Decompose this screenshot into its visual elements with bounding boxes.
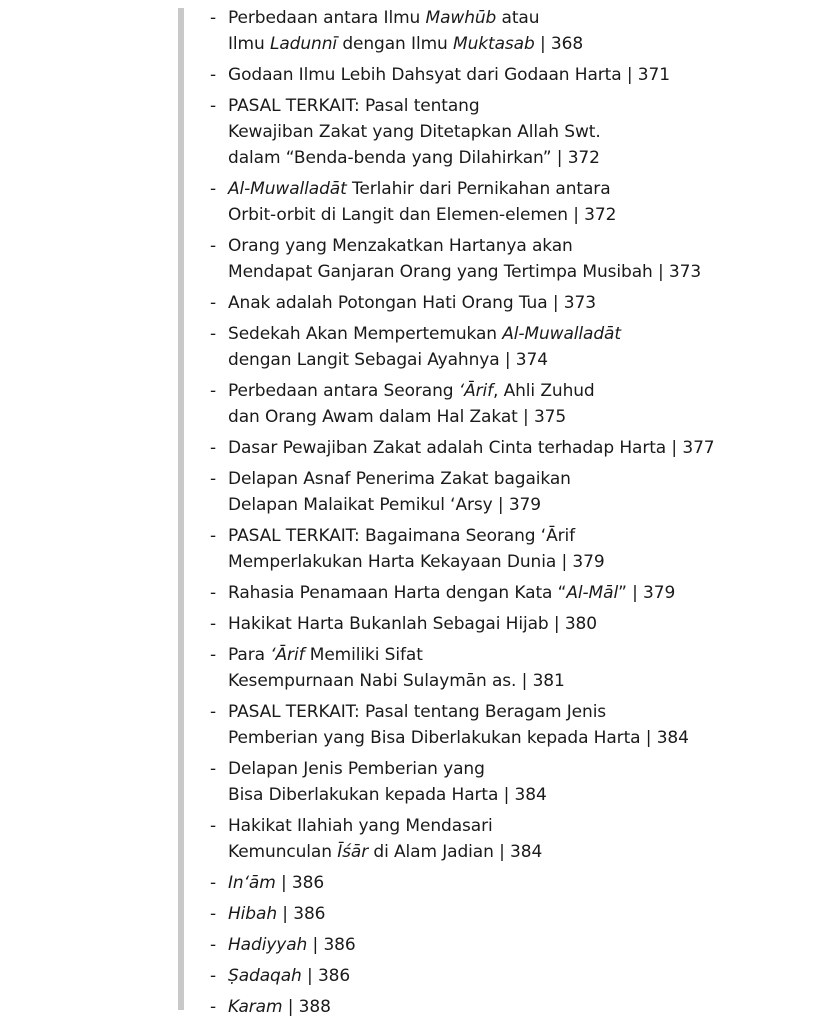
- toc-text-segment: Hakikat Ilahiah yang Mendasari: [228, 816, 493, 836]
- toc-dash: -: [210, 8, 217, 28]
- toc-dash: -: [210, 236, 217, 256]
- toc-entry: [210, 963, 810, 989]
- toc-text-segment: | 386: [277, 904, 326, 924]
- toc-dash: -: [210, 324, 217, 344]
- toc-entry-text: [228, 290, 810, 316]
- toc-text-segment: di Alam Jadian | 384: [368, 842, 543, 862]
- toc-entry-line: [228, 492, 810, 518]
- toc-entry-text: [228, 963, 810, 989]
- toc-text-segment: Kemunculan: [228, 842, 338, 862]
- toc-entry-text: [228, 901, 810, 927]
- toc-entry-line: [228, 901, 810, 927]
- toc-entry-line: [228, 466, 810, 492]
- toc-text-segment: Hakikat Harta Bukanlah Sebagai Hijab | 380: [228, 614, 597, 634]
- toc-italic-term: Ladunnī: [269, 34, 338, 54]
- toc-dash: -: [210, 904, 217, 924]
- toc-text-segment: Para: [228, 645, 271, 665]
- toc-italic-term: Hibah: [228, 904, 277, 924]
- toc-text-segment: Dasar Pewajiban Zakat adalah Cinta terhadap Harta | 377: [228, 438, 715, 458]
- toc-entry-line: [228, 176, 810, 202]
- toc-entry-line: [228, 404, 810, 430]
- toc-text-segment: Perbedaan antara Ilmu: [228, 8, 426, 28]
- toc-dash: -: [210, 96, 217, 116]
- toc-entry-text: [228, 93, 810, 171]
- toc-entry: [210, 378, 810, 430]
- toc-entry-line: [228, 699, 810, 725]
- toc-entry-text: [228, 5, 810, 57]
- toc-entry-line: [228, 93, 810, 119]
- toc-entry-line: [228, 259, 810, 285]
- toc-entry: [210, 93, 810, 171]
- toc-entry-line: [228, 870, 810, 896]
- toc-dash: -: [210, 583, 217, 603]
- toc-dash: -: [210, 645, 217, 665]
- toc-dash: -: [210, 966, 217, 986]
- toc-entry-text: [228, 321, 810, 373]
- toc-entry-line: [228, 549, 810, 575]
- toc-dash: -: [210, 469, 217, 489]
- toc-entry-line: [228, 580, 810, 606]
- toc-text-segment: dan Orang Awam dalam Hal Zakat | 375: [228, 407, 567, 427]
- toc-entry: [210, 5, 810, 57]
- toc-entry-line: [228, 290, 810, 316]
- toc-entry-line: [228, 119, 810, 145]
- toc-entry: [210, 62, 810, 88]
- toc-entry: [210, 870, 810, 896]
- toc-italic-term: Ṣadaqah: [228, 966, 302, 986]
- toc-italic-term: In‘ām: [228, 873, 276, 893]
- toc-entry-line: [228, 233, 810, 259]
- toc-dash: -: [210, 526, 217, 546]
- toc-entry-line: [228, 435, 810, 461]
- toc-dash: -: [210, 759, 217, 779]
- toc-italic-term: ‘Ārif: [458, 381, 493, 401]
- toc-entry: [210, 435, 810, 461]
- toc-entry: [210, 994, 810, 1020]
- toc-entry-line: [228, 523, 810, 549]
- toc-dash: -: [210, 614, 217, 634]
- toc-text-segment: Sedekah Akan Mempertemukan: [228, 324, 503, 344]
- toc-dash: -: [210, 179, 217, 199]
- toc-entry-line: [228, 813, 810, 839]
- toc-text-segment: atau: [496, 8, 540, 28]
- toc-entry: [210, 756, 810, 808]
- toc-text-segment: | 386: [275, 873, 325, 893]
- toc-text-segment: Orbit-orbit di Langit dan Elemen-elemen | 372: [228, 205, 617, 225]
- toc-entry: [210, 466, 810, 518]
- toc-text-segment: | 368: [534, 34, 584, 54]
- toc-entry-text: [228, 813, 810, 865]
- toc-text-segment: Memperlakukan Harta Kekayaan Dunia | 379: [228, 552, 605, 572]
- toc-entry-line: [228, 994, 810, 1020]
- toc-text-segment: Orang yang Menzakatkan Hartanya akan: [228, 236, 573, 256]
- toc-entry: [210, 523, 810, 575]
- toc-text-segment: Delapan Malaikat Pemikul ‘Arsy | 379: [228, 495, 541, 515]
- toc-text-segment: Mendapat Ganjaran Orang yang Tertimpa Musibah | 373: [228, 262, 702, 282]
- toc-entry-line: [228, 62, 810, 88]
- toc-entry-line: [228, 932, 810, 958]
- toc-entry-line: [228, 145, 810, 171]
- toc-italic-term: ‘Ārif: [270, 645, 305, 665]
- toc-entry-text: [228, 378, 810, 430]
- toc-entry-text: [228, 435, 810, 461]
- toc-entry-text: [228, 870, 810, 896]
- toc-dash: -: [210, 293, 217, 313]
- toc-text-segment: Ilmu: [228, 34, 270, 54]
- toc-dash: -: [210, 816, 217, 836]
- toc-entry-line: [228, 321, 810, 347]
- toc-italic-term: Al-Muwalladāt: [228, 179, 347, 199]
- toc-entry-text: [228, 994, 810, 1020]
- toc-dash: -: [210, 702, 217, 722]
- toc-dash: -: [210, 935, 217, 955]
- toc-text-segment: Bisa Diberlakukan kepada Harta | 384: [228, 785, 547, 805]
- toc-entry-line: [228, 782, 810, 808]
- toc-text-segment: PASAL TERKAIT: Pasal tentang Beragam Jenis: [228, 702, 607, 722]
- toc-entry-line: [228, 378, 810, 404]
- toc-dash: -: [210, 438, 217, 458]
- toc-text-segment: Terlahir dari Pernikahan antara: [346, 179, 611, 199]
- toc-entry-text: [228, 466, 810, 518]
- toc-text-segment: PASAL TERKAIT: Bagaimana Seorang ‘Ārif: [228, 526, 576, 546]
- toc-entry-line: [228, 5, 810, 31]
- toc-text-segment: Kewajiban Zakat yang Ditetapkan Allah Swt.: [228, 122, 601, 142]
- table-of-contents: [210, 5, 810, 1025]
- toc-entry-text: [228, 611, 810, 637]
- toc-entry-text: [228, 756, 810, 808]
- toc-text-segment: , Ahli Zuhud: [493, 381, 595, 401]
- toc-dash: -: [210, 381, 217, 401]
- toc-italic-term: Īśār: [337, 842, 369, 862]
- toc-entry-line: [228, 202, 810, 228]
- toc-entry-text: [228, 62, 810, 88]
- toc-text-segment: Kesempurnaan Nabi Sulaymān as. | 381: [228, 671, 565, 691]
- toc-entry-text: [228, 932, 810, 958]
- toc-italic-term: Karam: [228, 997, 283, 1017]
- toc-entry: [210, 813, 810, 865]
- toc-entry-line: [228, 963, 810, 989]
- toc-entry: [210, 290, 810, 316]
- toc-entry-line: [228, 725, 810, 751]
- toc-text-segment: ” | 379: [618, 583, 676, 603]
- toc-text-segment: dengan Langit Sebagai Ayahnya | 374: [228, 350, 548, 370]
- toc-text-segment: Rahasia Penamaan Harta dengan Kata “: [228, 583, 567, 603]
- toc-entry-text: [228, 580, 810, 606]
- toc-text-segment: | 388: [282, 997, 331, 1017]
- toc-entry-text: [228, 176, 810, 228]
- toc-entry: [210, 321, 810, 373]
- toc-text-segment: | 386: [307, 935, 356, 955]
- toc-italic-term: Muktasab: [453, 34, 535, 54]
- toc-text-segment: PASAL TERKAIT: Pasal tentang: [228, 96, 480, 116]
- toc-entry-line: [228, 31, 810, 57]
- toc-entry: [210, 699, 810, 751]
- margin-rule: [178, 8, 184, 1010]
- toc-entry-line: [228, 611, 810, 637]
- toc-text-segment: Memiliki Sifat: [304, 645, 423, 665]
- toc-entry: [210, 611, 810, 637]
- toc-entry: [210, 901, 810, 927]
- toc-entry: [210, 176, 810, 228]
- toc-text-segment: dengan Ilmu: [337, 34, 454, 54]
- toc-entry: [210, 233, 810, 285]
- toc-dash: -: [210, 997, 217, 1017]
- toc-entry-text: [228, 233, 810, 285]
- toc-entry-text: [228, 642, 810, 694]
- toc-italic-term: Al-Muwalladāt: [502, 324, 621, 344]
- toc-entry-text: [228, 523, 810, 575]
- toc-text-segment: | 386: [301, 966, 351, 986]
- toc-entry-line: [228, 642, 810, 668]
- toc-text-segment: Anak adalah Potongan Hati Orang Tua | 373: [228, 293, 596, 313]
- toc-dash: -: [210, 873, 217, 893]
- toc-text-segment: Pemberian yang Bisa Diberlakukan kepada Harta | 384: [228, 728, 689, 748]
- toc-dash: -: [210, 65, 217, 85]
- toc-entry-line: [228, 347, 810, 373]
- toc-italic-term: Al-Māl: [566, 583, 619, 603]
- toc-italic-term: Hadiyyah: [228, 935, 308, 955]
- toc-text-segment: Delapan Asnaf Penerima Zakat bagaikan: [228, 469, 571, 489]
- toc-entry-line: [228, 756, 810, 782]
- toc-entry: [210, 642, 810, 694]
- toc-entry: [210, 932, 810, 958]
- toc-text-segment: Perbedaan antara Seorang: [228, 381, 459, 401]
- toc-text-segment: Delapan Jenis Pemberian yang: [228, 759, 485, 779]
- toc-text-segment: dalam “Benda-benda yang Dilahirkan” | 372: [228, 148, 600, 168]
- toc-entry-text: [228, 699, 810, 751]
- toc-entry: [210, 580, 810, 606]
- toc-entry-line: [228, 839, 810, 865]
- toc-italic-term: Mawhūb: [425, 8, 497, 28]
- toc-text-segment: Godaan Ilmu Lebih Dahsyat dari Godaan Harta | 371: [228, 65, 670, 85]
- toc-entry-line: [228, 668, 810, 694]
